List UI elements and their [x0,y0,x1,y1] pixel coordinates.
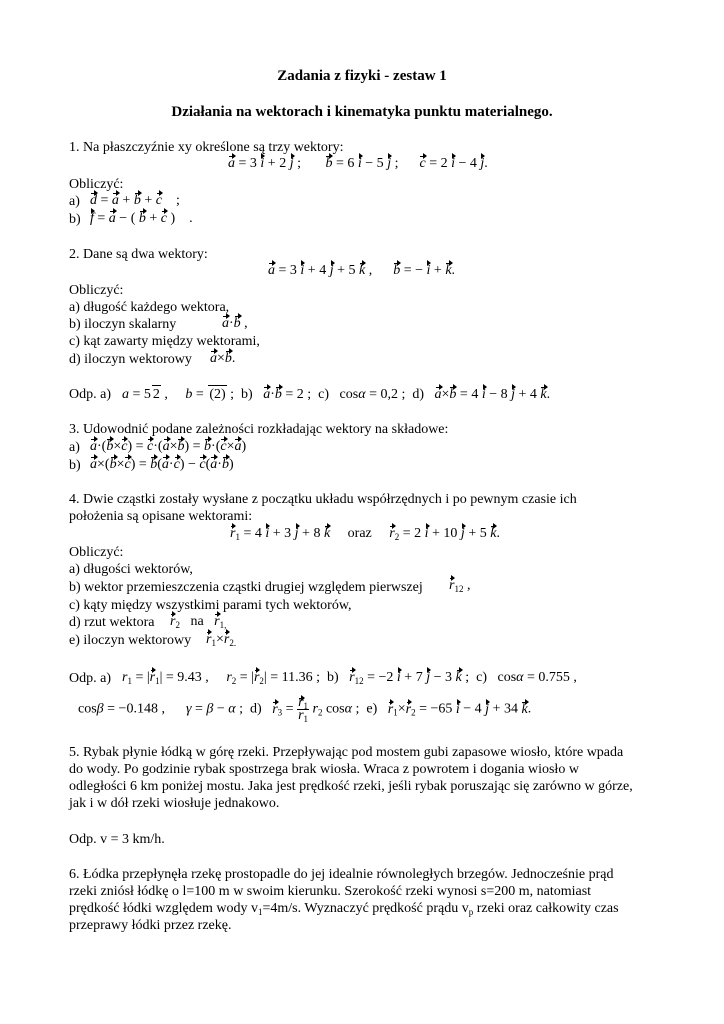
task4-answer-line2: cosβ = −0.148 , γ = β − α ; d) $r_3$ = $\frac{r_1}{r_1}$ $r_2$ cosα ; e) $r_1\times r_2 = -65$ i − 4 j + 34 k. [78,695,532,724]
page-title: Zadania z fizyki - zestaw 1 [277,68,447,84]
task3-a-expr: a·(b×c) = c·(a×b) = b·(c×a) [90,439,247,454]
task2-vectors: a = 3 i + 4 j + 5 k , b = − i + k. [268,263,456,278]
task3-b-label: b) [69,458,81,473]
task4-r12-expr: $r_{12}$ , [449,578,471,594]
task4-projection-expr: $r_2$ na $r_{1,}$ [170,614,227,630]
task2-item-d: d) iloczyn wektorowy [69,352,192,367]
task4-item-e: e) iloczyn wektorowy [69,633,192,648]
task2-item-c: c) kąt zawarty między wektorami, [69,334,260,349]
task2-item-a: a) długość każdego wektora, [69,300,230,315]
task4-intro-1: 4. Dwie cząstki zostały wysłane z początku układu współrzędnych i po pewnym czasie ich [69,492,577,507]
task6-line-3: prędkość łódki względem wody $v_1=4m/s$. Wyznaczyć prędkość prądu $v_p$ rzeki oraz całkowity czas [69,901,619,917]
task1-b-label: b) [69,212,81,227]
task4-item-a: a) długości wektorów, [69,562,193,577]
task4-compute: Obliczyć: [69,545,124,560]
task1-intro: 1. Na płaszczyźnie xy określone są trzy wektory: [69,140,344,155]
task4-answer-line1: $r_1 = |r_1| = 9.43$ , $r_2 = |r_2| = 11.36$ ; b) $r_{12} = -2$ i + 7 j − 3 k ; c) cosα = 0.755 , [122,670,577,686]
task1-compute: Obliczyć: [69,177,124,192]
task4-item-d: d) rzut wektora [69,615,155,630]
task4-vectors: $r_1 = 4$ i + 3 j + 8 k oraz $r_2 = 2$ i + 10 j + 5 k. [230,526,500,542]
task6-line-4: przeprawy łódki przez rzekę. [69,918,232,933]
task6-line-2: rzeki zniósł łódkę o l=100 m w swoim kierunku. Szerokość rzeki wynosi s=200 m, natomiast [69,884,592,899]
task5-line-1: 5. Rybak płynie łódką w górę rzeki. Przepływając pod mostem gubi zapasowe wiosło, które wpada [69,745,624,760]
page-subtitle: Działania na wektorach i kinematyka punktu materialnego. [171,104,553,120]
task6-line-1: 6. Łódka przepłynęła rzekę prostopadle do jej idealnie równoległych brzegów. Jednocześnie prąd [69,867,614,882]
task4-cross-expr: $r_1\times r_{2.}$ [206,632,237,648]
task5-line-2: do wody. Po godzinie rybak spostrzega brak wiosła. Wraca z powrotem i dogania wiosło w [69,762,579,777]
task2-answer: a = 5 2 , b = (2) ; b) a·b = 2 ; c) cosα = 0,2 ; d) a×b = 4 i − 8 j + 4 k. [122,387,551,402]
task1-vectors: a = 3 i + 2 j ; b = 6 i − 5 j ; c = 2 i − 4 j. [228,156,488,171]
task3-intro: 3. Udowodnić podane zależności rozkładając wektory na składowe: [69,422,449,437]
task2-answer-label: Odp. a) [69,387,111,402]
task2-cross-expr: a×b. [210,351,236,366]
task5-line-3: odległości 6 km poniżej mostu. Jaka jest prędkość rzeki, jeśli rybak poruszając się zarówno w górze, [69,779,633,794]
task3-a-label: a) [69,440,80,455]
task2-compute: Obliczyć: [69,283,124,298]
task4-intro-2: położenia są opisane wektorami: [69,509,253,524]
task2-dot-expr: a·b , [222,316,248,331]
task5-line-4: jak i w dół rzeki wiosłuje jednakowo. [69,796,280,811]
task1-b-expr: f = a − ( b + c ) . [90,211,193,226]
task4-item-b: b) wektor przemieszczenia cząstki drugiej względem pierwszej [69,580,423,595]
task3-b-expr: a×(b×c) = b(a·c) − c(a·b) [90,457,234,472]
task1-a-label: a) [69,194,80,209]
task5-answer: Odp. v = 3 km/h. [69,832,165,847]
task4-item-c: c) kąty między wszystkimi parami tych wektorów, [69,598,352,613]
task4-answer-label: Odp. a) [69,671,111,686]
task2-intro: 2. Dane są dwa wektory: [69,247,208,262]
task1-a-expr: d = a + b + c ; [90,193,180,208]
task2-item-b: b) iloczyn skalarny [69,317,177,332]
